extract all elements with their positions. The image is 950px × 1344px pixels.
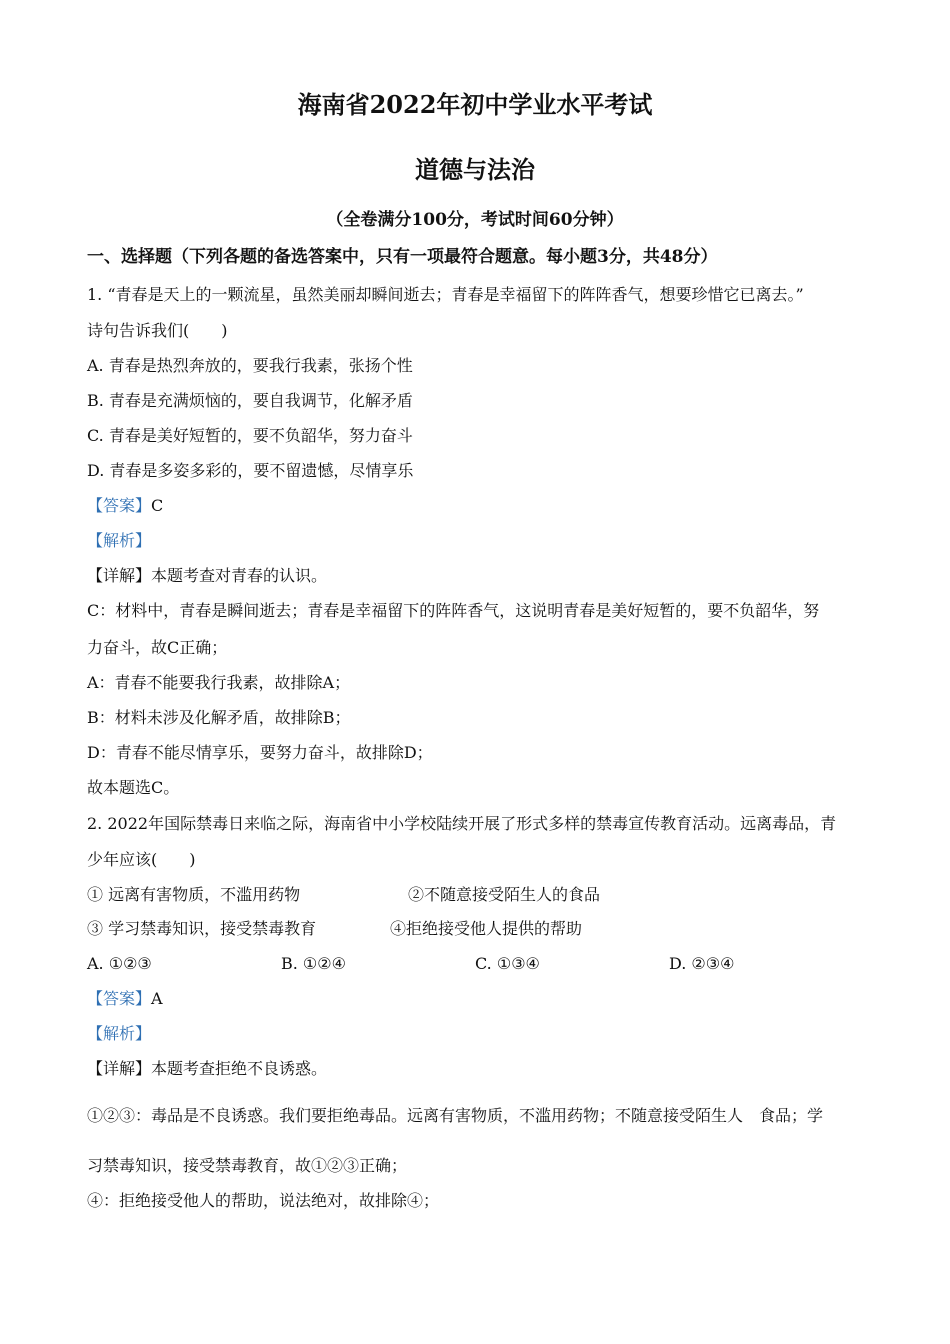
q2-option-c: C. ①③④: [475, 954, 540, 973]
q1-explain-line: A：青春不能要我行我素，故排除A；: [87, 673, 351, 692]
q1-explain-line: 力奋斗，故C正确；: [87, 638, 228, 657]
q1-detail: 【详解】本题考查对青春的认识。: [87, 566, 328, 585]
q1-answer: [87, 495, 163, 517]
q2-analysis-tag: 【解析】: [87, 1024, 152, 1043]
q2-stem-line2: 少年应该( ): [87, 850, 196, 869]
q2-stem-line1: 2. 2022年国际禁毒日来临之际，海南省中小学校陆续开展了形式多样的禁毒宣传教育活动。远离毒品，青: [87, 814, 837, 833]
q1-answer-tag: 【答案】: [87, 496, 152, 515]
q1-stem-line1: 1. “青春是天上的一颗流星，虽然美丽却瞬间逝去；青春是幸福留下的阵阵香气，想要珍惜它已离去。”: [87, 285, 804, 304]
q2-item-4: ④拒绝接受他人提供的帮助: [390, 919, 583, 938]
q1-explain-line: 故本题选C。: [87, 778, 180, 797]
q2-option-d: D. ②③④: [669, 954, 735, 973]
q1-option-a: A. 青春是热烈奔放的，要我行我素，张扬个性: [87, 356, 413, 375]
q1-explain-line: C：材料中，青春是瞬间逝去；青春是幸福留下的阵阵香气，这说明青春是美好短暂的，要不负韶华，努: [87, 601, 820, 620]
q2-item-2: ②不随意接受陌生人的食品: [408, 885, 601, 904]
q1-analysis-tag: 【解析】: [87, 531, 152, 550]
q2-explain-line: ④：拒绝接受他人的帮助，说法绝对，故排除④；: [87, 1191, 440, 1210]
exam-note: （全卷满分100分，考试时间60分钟）: [326, 210, 624, 230]
q2-detail: 【详解】本题考查拒绝不良诱惑。: [87, 1059, 328, 1078]
section-heading: 一、选择题（下列各题的备选答案中，只有一项最符合题意。每小题3分，共48分）: [87, 247, 718, 267]
q1-option-c: C. 青春是美好短暂的，要不负韶华，努力奋斗: [87, 426, 413, 445]
exam-title: 海南省2022年初中学业水平考试: [297, 90, 653, 119]
q1-option-b: B. 青春是充满烦恼的，要自我调节，化解矛盾: [87, 391, 413, 410]
q2-option-b: B. ①②④: [281, 954, 346, 973]
q1-explain-line: D：青春不能尽情享乐，要努力奋斗，故排除D；: [87, 743, 433, 762]
q1-explain-line: B：材料未涉及化解矛盾，故排除B；: [87, 708, 351, 727]
q2-item-1: ① 远离有害物质，不滥用药物: [87, 885, 301, 904]
q2-answer-tag: 【答案】: [87, 989, 152, 1008]
q2-item-3: ③ 学习禁毒知识，接受禁毒教育: [87, 919, 317, 938]
q2-explain-line: ①②③：毒品是不良诱惑。我们要拒绝毒品。远离有害物质，不滥用药物；不随意接受陌生人 食品；学: [87, 1106, 824, 1125]
q1-answer-value: C: [151, 496, 164, 515]
q2-option-a: A. ①②③: [87, 954, 152, 973]
q2-answer-value: A: [151, 989, 163, 1008]
q1-option-d: D. 青春是多姿多彩的，要不留遗憾，尽情享乐: [87, 461, 414, 480]
q1-stem-line2: 诗句告诉我们( ): [87, 321, 228, 340]
q2-answer: [87, 988, 163, 1010]
subject-title: 道德与法治: [415, 155, 535, 184]
q2-explain-line: 习禁毒知识，接受禁毒教育，故①②③正确；: [87, 1156, 408, 1175]
